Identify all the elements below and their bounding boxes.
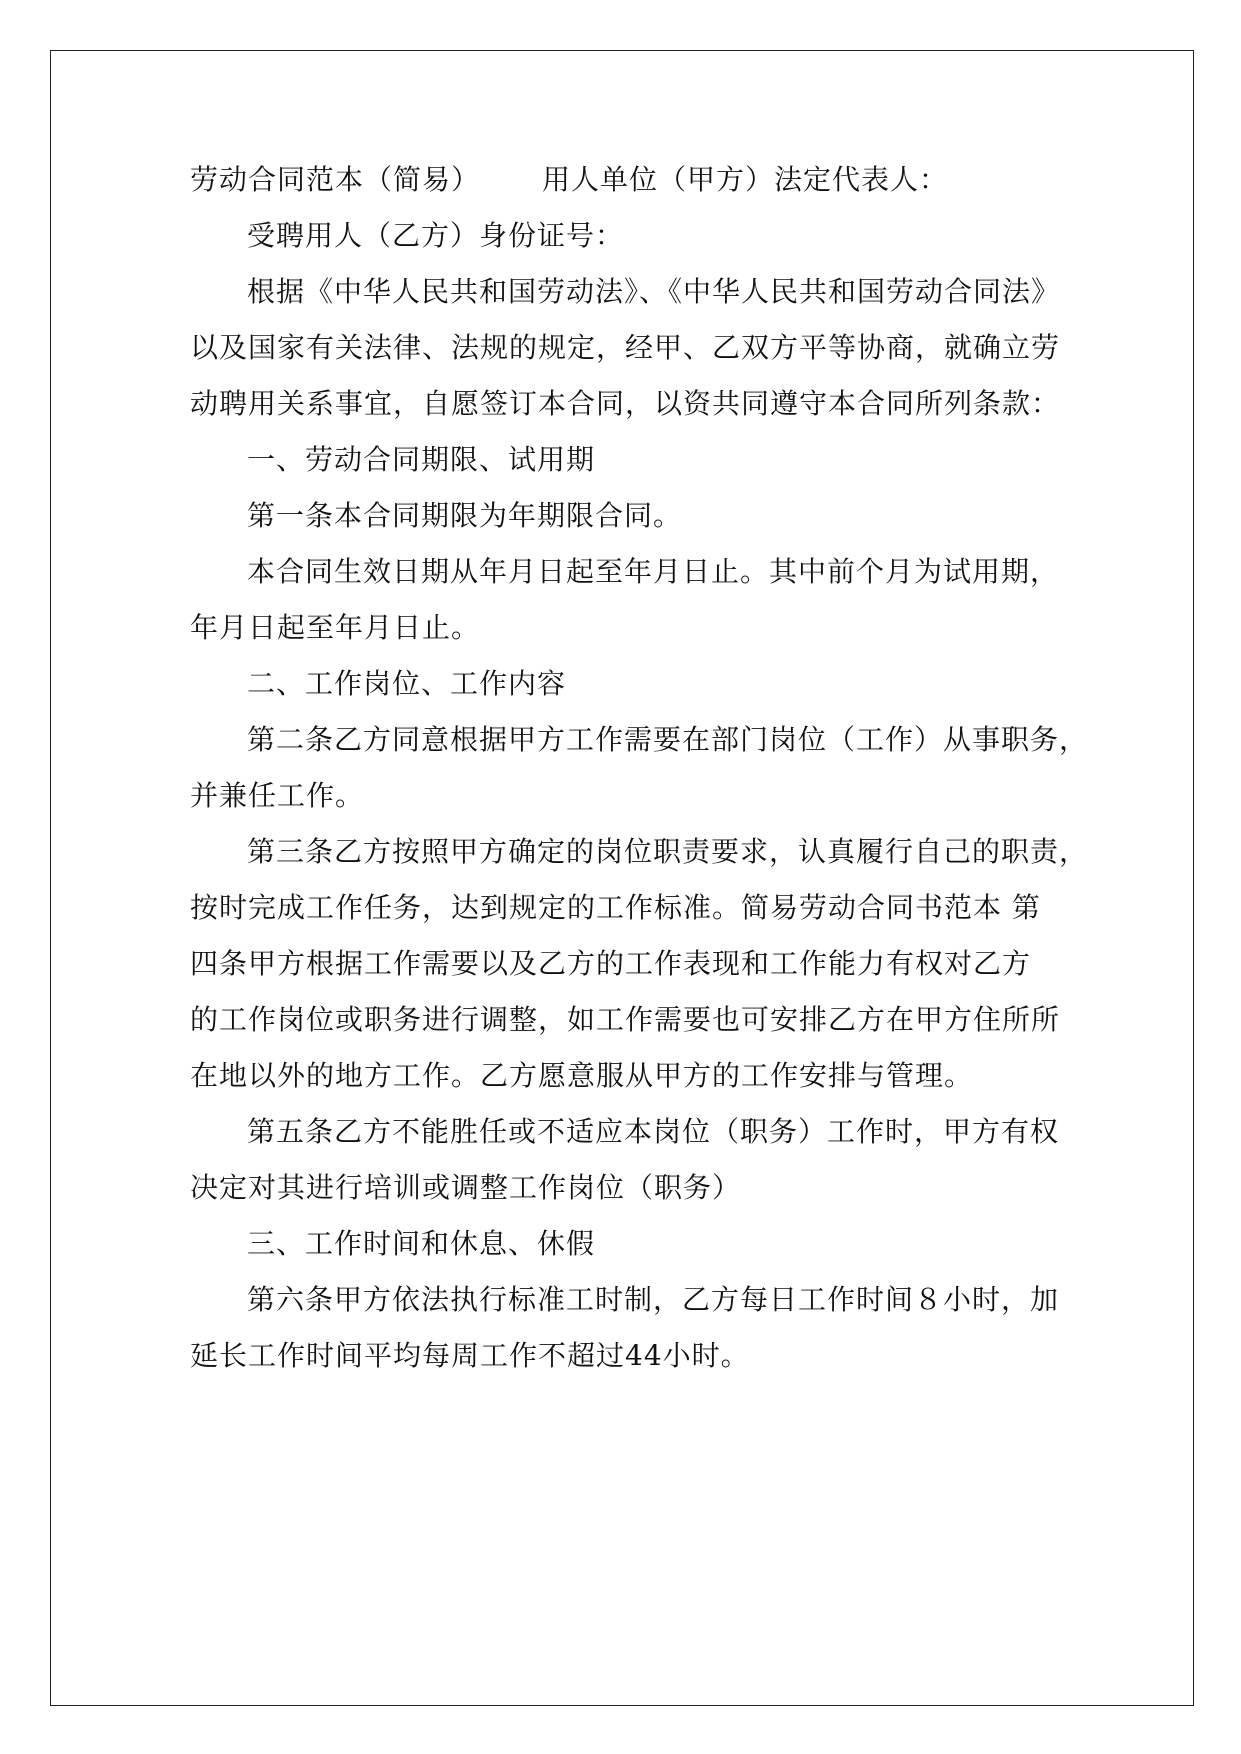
paragraph-line: 第一条本合同期限为年期限合同。 — [247, 499, 683, 532]
paragraph-line: 第六条甲方依法执行标准工时制，乙方每日工作时间８小时，加 — [247, 1283, 1060, 1316]
paragraph-line: 动聘用关系事宜，自愿签订本合同，以资共同遵守本合同所列条款： — [190, 387, 1061, 420]
paragraph-line: 按时完成工作任务，达到规定的工作标准。简易劳动合同书范本 第 — [190, 891, 1041, 924]
employer-representative-label: 用人单位（甲方）法定代表人： — [542, 163, 949, 196]
header-line — [190, 160, 948, 200]
paragraph-line: 年月日起至年月日止。 — [190, 611, 481, 644]
paragraph-line: 第三条乙方按照甲方确定的岗位职责要求，认真履行自己的职责， — [247, 835, 1089, 868]
contract-title: 劳动合同范本（简易） — [190, 163, 481, 196]
paragraph-line: 的工作岗位或职务进行调整，如工作需要也可安排乙方在甲方住所所 — [190, 1003, 1061, 1036]
paragraph-line: 第二条乙方同意根据甲方工作需要在部门岗位（工作）从事职务， — [247, 723, 1089, 756]
paragraph-line: 本合同生效日期从年月日起至年月日止。其中前个月为试用期， — [247, 555, 1060, 588]
employee-id-label: 受聘用人（乙方）身份证号： — [247, 219, 625, 252]
paragraph-line: 第五条乙方不能胜任或不适应本岗位（职务）工作时，甲方有权 — [247, 1115, 1060, 1148]
paragraph-line: 决定对其进行培训或调整工作岗位（职务） — [190, 1171, 742, 1204]
paragraph-line: 以及国家有关法律、法规的规定，经甲、乙双方平等协商，就确立劳 — [190, 331, 1061, 364]
section-heading: 二、工作岗位、工作内容 — [247, 667, 567, 700]
section-heading: 一、劳动合同期限、试用期 — [247, 443, 596, 476]
paragraph-line: 四条甲方根据工作需要以及乙方的工作表现和工作能力有权对乙方 — [190, 947, 1032, 980]
paragraph-line: 根据《中华人民共和国劳动法》、《中华人民共和国劳动合同法》 — [247, 275, 1061, 308]
paragraph-line: 在地以外的地方工作。乙方愿意服从甲方的工作安排与管理。 — [190, 1059, 974, 1092]
paragraph-line: 延长工作时间平均每周工作不超过44小时。 — [190, 1339, 750, 1372]
section-heading: 三、工作时间和休息、休假 — [247, 1227, 596, 1260]
paragraph-line: 并兼任工作。 — [190, 779, 365, 812]
